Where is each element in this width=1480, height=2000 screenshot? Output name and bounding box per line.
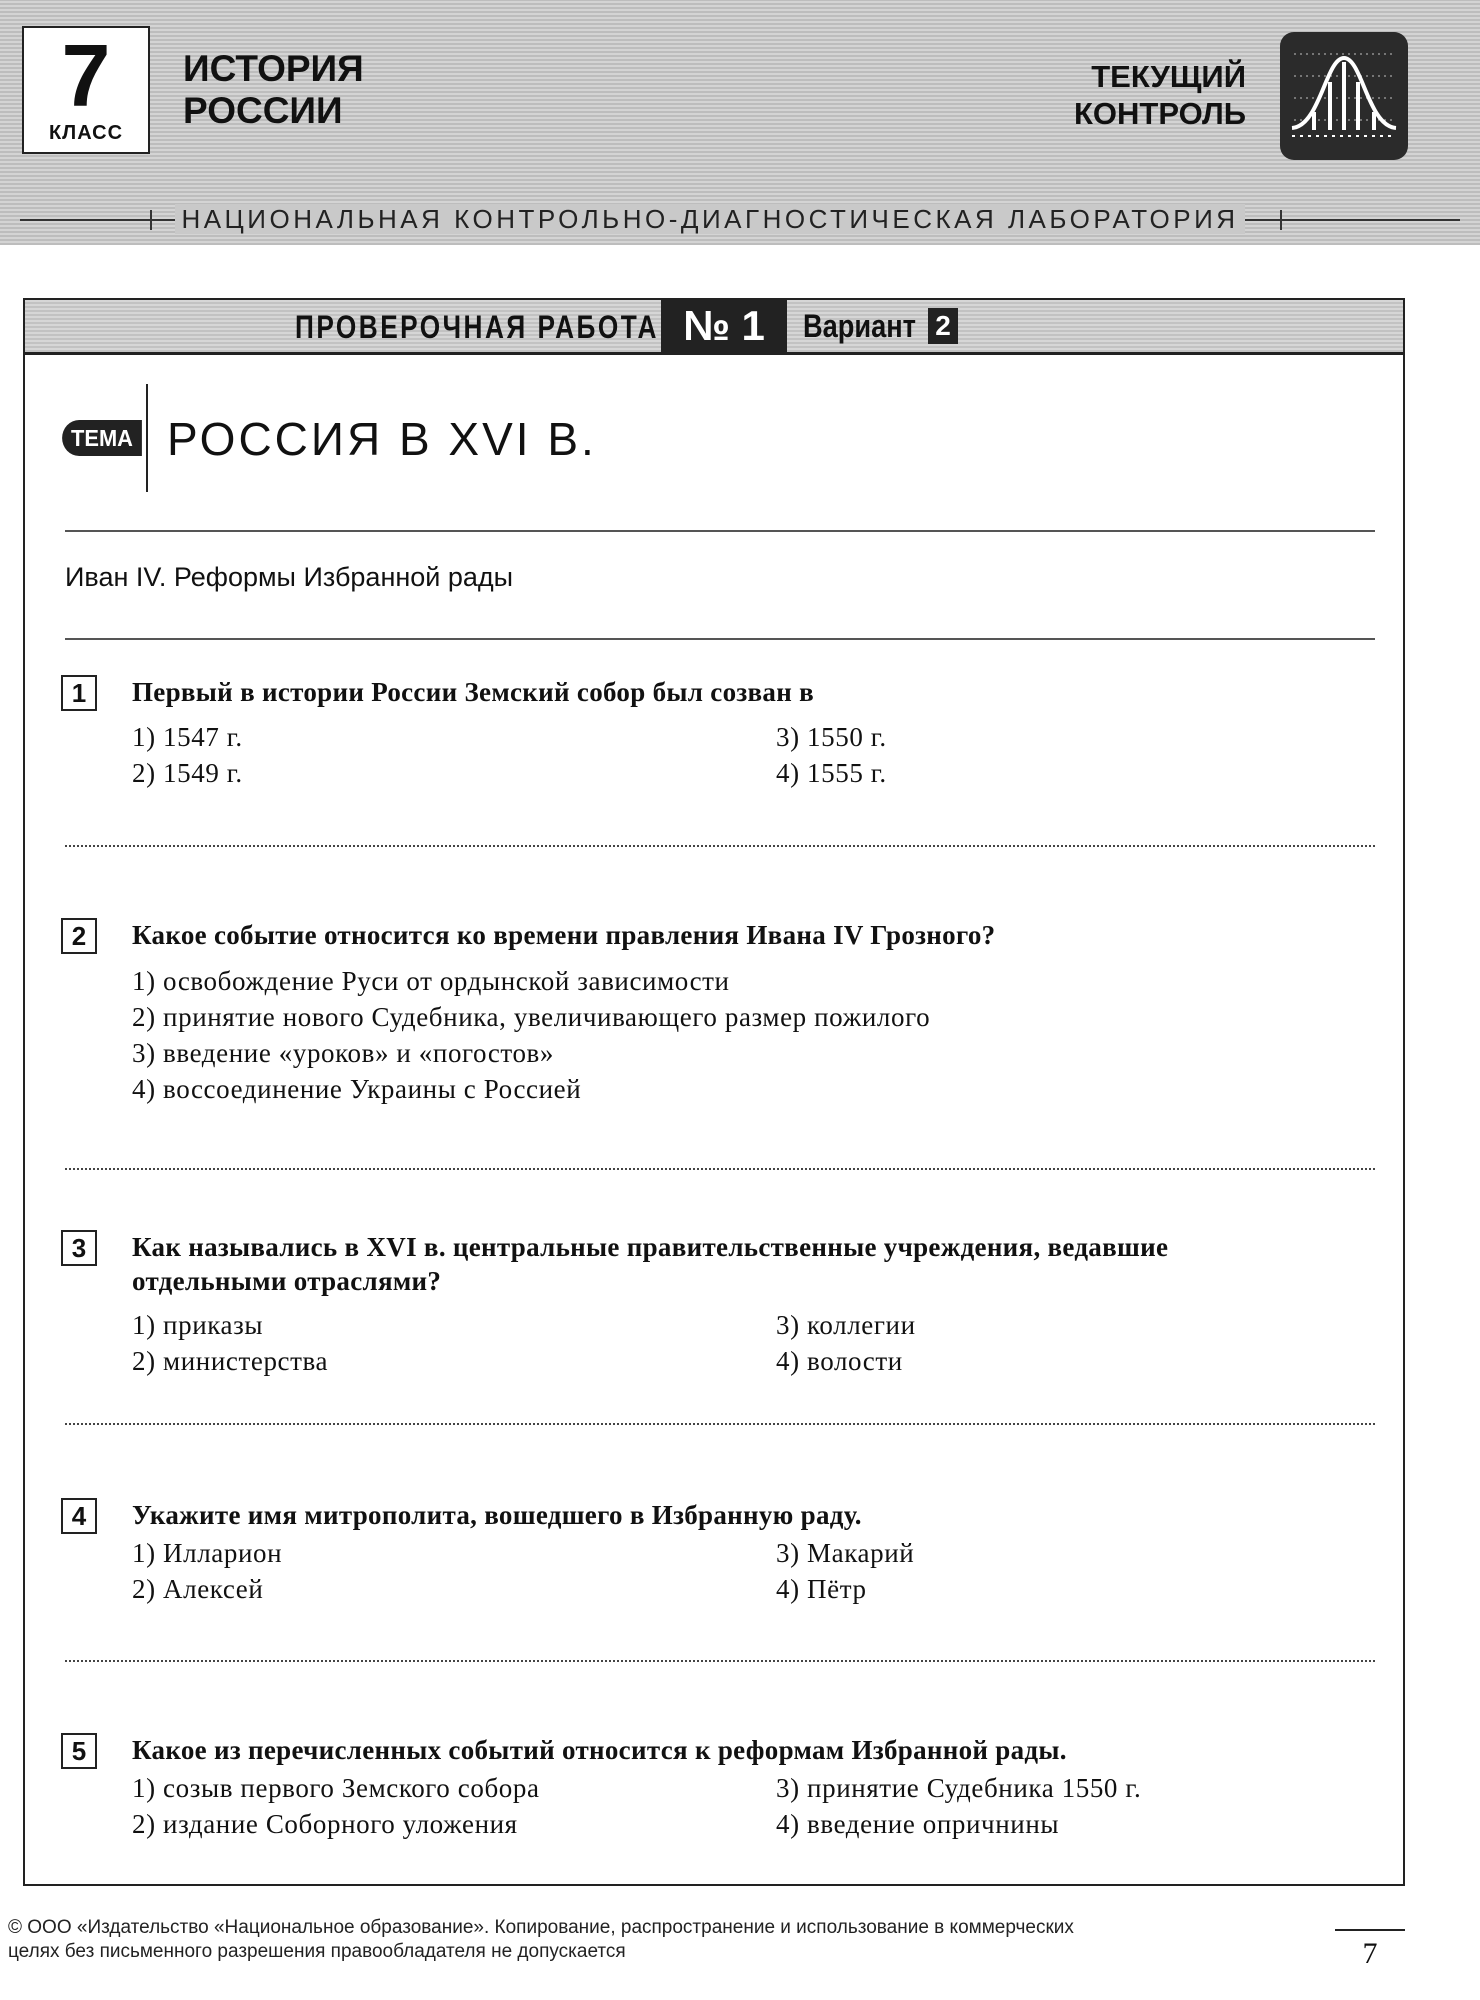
- answer-option: 2) Алексей: [132, 1574, 264, 1604]
- answer-option: 2) принятие нового Судебника, увеличивающего размер пожилого: [132, 1002, 931, 1032]
- question-text: [132, 1230, 1372, 1298]
- answer-option: 4) 1555 г.: [776, 758, 887, 788]
- dotted-divider: [65, 1660, 1375, 1662]
- answer-option: 4) воссоединение Украины с Россией: [132, 1074, 582, 1104]
- worksheet-header: [25, 300, 1403, 355]
- variant-label: Вариант: [803, 308, 916, 344]
- answer-option: 2) министерства: [132, 1346, 329, 1376]
- bell-curve-chart-icon: [1280, 32, 1408, 160]
- page-number: 7: [1362, 1937, 1378, 1970]
- grade-number: 7: [61, 26, 111, 125]
- answer-option: 1) освобождение Руси от ордынской зависимости: [132, 966, 730, 996]
- answer-option: 3) 1550 г.: [776, 722, 887, 752]
- divider: [65, 530, 1375, 532]
- question-number: 1: [61, 675, 97, 711]
- work-title: ПРОВЕРОЧНАЯ РАБОТА: [295, 309, 659, 345]
- answer-option: 1) приказы: [132, 1310, 264, 1340]
- question-text-line: отдельными отраслями?: [132, 1266, 442, 1296]
- copyright-line: целях без письменного разрешения правообладателя не допускается: [8, 1941, 626, 1962]
- worksheet-frame: [23, 298, 1405, 1886]
- question-number: 5: [61, 1733, 97, 1769]
- answer-option: 3) принятие Судебника 1550 г.: [776, 1773, 1142, 1803]
- dotted-divider: [65, 845, 1375, 847]
- answer-option: 4) Пётр: [776, 1574, 867, 1604]
- answer-option: 2) издание Соборного уложения: [132, 1809, 518, 1839]
- grade-label: КЛАСС: [48, 122, 124, 144]
- theme-divider: [146, 384, 148, 492]
- answer-option: 1) 1547 г.: [132, 722, 243, 752]
- subtopic: Иван IV. Реформы Избранной рады: [65, 562, 514, 592]
- control-line-2: КОНТРОЛЬ: [1074, 96, 1246, 131]
- question-number: 4: [61, 1498, 97, 1534]
- question-text: Первый в истории России Земский собор был созван в: [132, 677, 814, 707]
- theme-badge: ТЕМА: [62, 420, 142, 456]
- answer-option: 3) введение «уроков» и «погостов»: [132, 1038, 555, 1068]
- work-number: № 1: [661, 300, 787, 352]
- subject-line-1: ИСТОРИЯ: [183, 48, 364, 89]
- answer-option: 4) введение опричнины: [776, 1809, 1060, 1839]
- page-number-rule: [1335, 1929, 1405, 1931]
- copyright-line: © ООО «Издательство «Национальное образование». Копирование, распространение и использование в коммерческих: [8, 1917, 1074, 1938]
- subject-line-2: РОССИИ: [183, 90, 343, 131]
- theme-title: РОССИЯ В XVI В.: [167, 413, 597, 465]
- control-line-1: ТЕКУЩИЙ: [1091, 59, 1246, 94]
- answer-option: 2) 1549 г.: [132, 758, 243, 788]
- question-text: Какое из перечисленных событий относится к реформам Избранной рады.: [132, 1735, 1067, 1765]
- copyright-notice: [8, 1916, 1258, 1964]
- question-number: 2: [61, 918, 97, 954]
- question-number: 3: [61, 1230, 97, 1266]
- variant-number: 2: [928, 308, 958, 344]
- answer-option: 4) волости: [776, 1346, 903, 1376]
- answer-option: 3) Макарий: [776, 1538, 915, 1568]
- divider: [65, 638, 1375, 640]
- lab-name: НАЦИОНАЛЬНАЯ КОНТРОЛЬНО-ДИАГНОСТИЧЕСКАЯ ЛАБОРАТОРИЯ: [150, 204, 1270, 235]
- question-text: Какое событие относится ко времени правления Ивана IV Грозного?: [132, 920, 996, 950]
- question-text: Укажите имя митрополита, вошедшего в Избранную раду.: [132, 1500, 862, 1530]
- subject-title: [183, 48, 423, 132]
- question-text-line: Как назывались в XVI в. центральные правительственные учреждения, ведавшие: [132, 1232, 1169, 1262]
- answer-option: 1) созыв первого Земского собора: [132, 1773, 540, 1803]
- grade-box: [22, 26, 150, 154]
- dotted-divider: [65, 1423, 1375, 1425]
- control-type-title: [1030, 58, 1246, 132]
- header-band: [0, 0, 1480, 245]
- dotted-divider: [65, 1168, 1375, 1170]
- answer-option: 1) Илларион: [132, 1538, 283, 1568]
- answer-option: 3) коллегии: [776, 1310, 916, 1340]
